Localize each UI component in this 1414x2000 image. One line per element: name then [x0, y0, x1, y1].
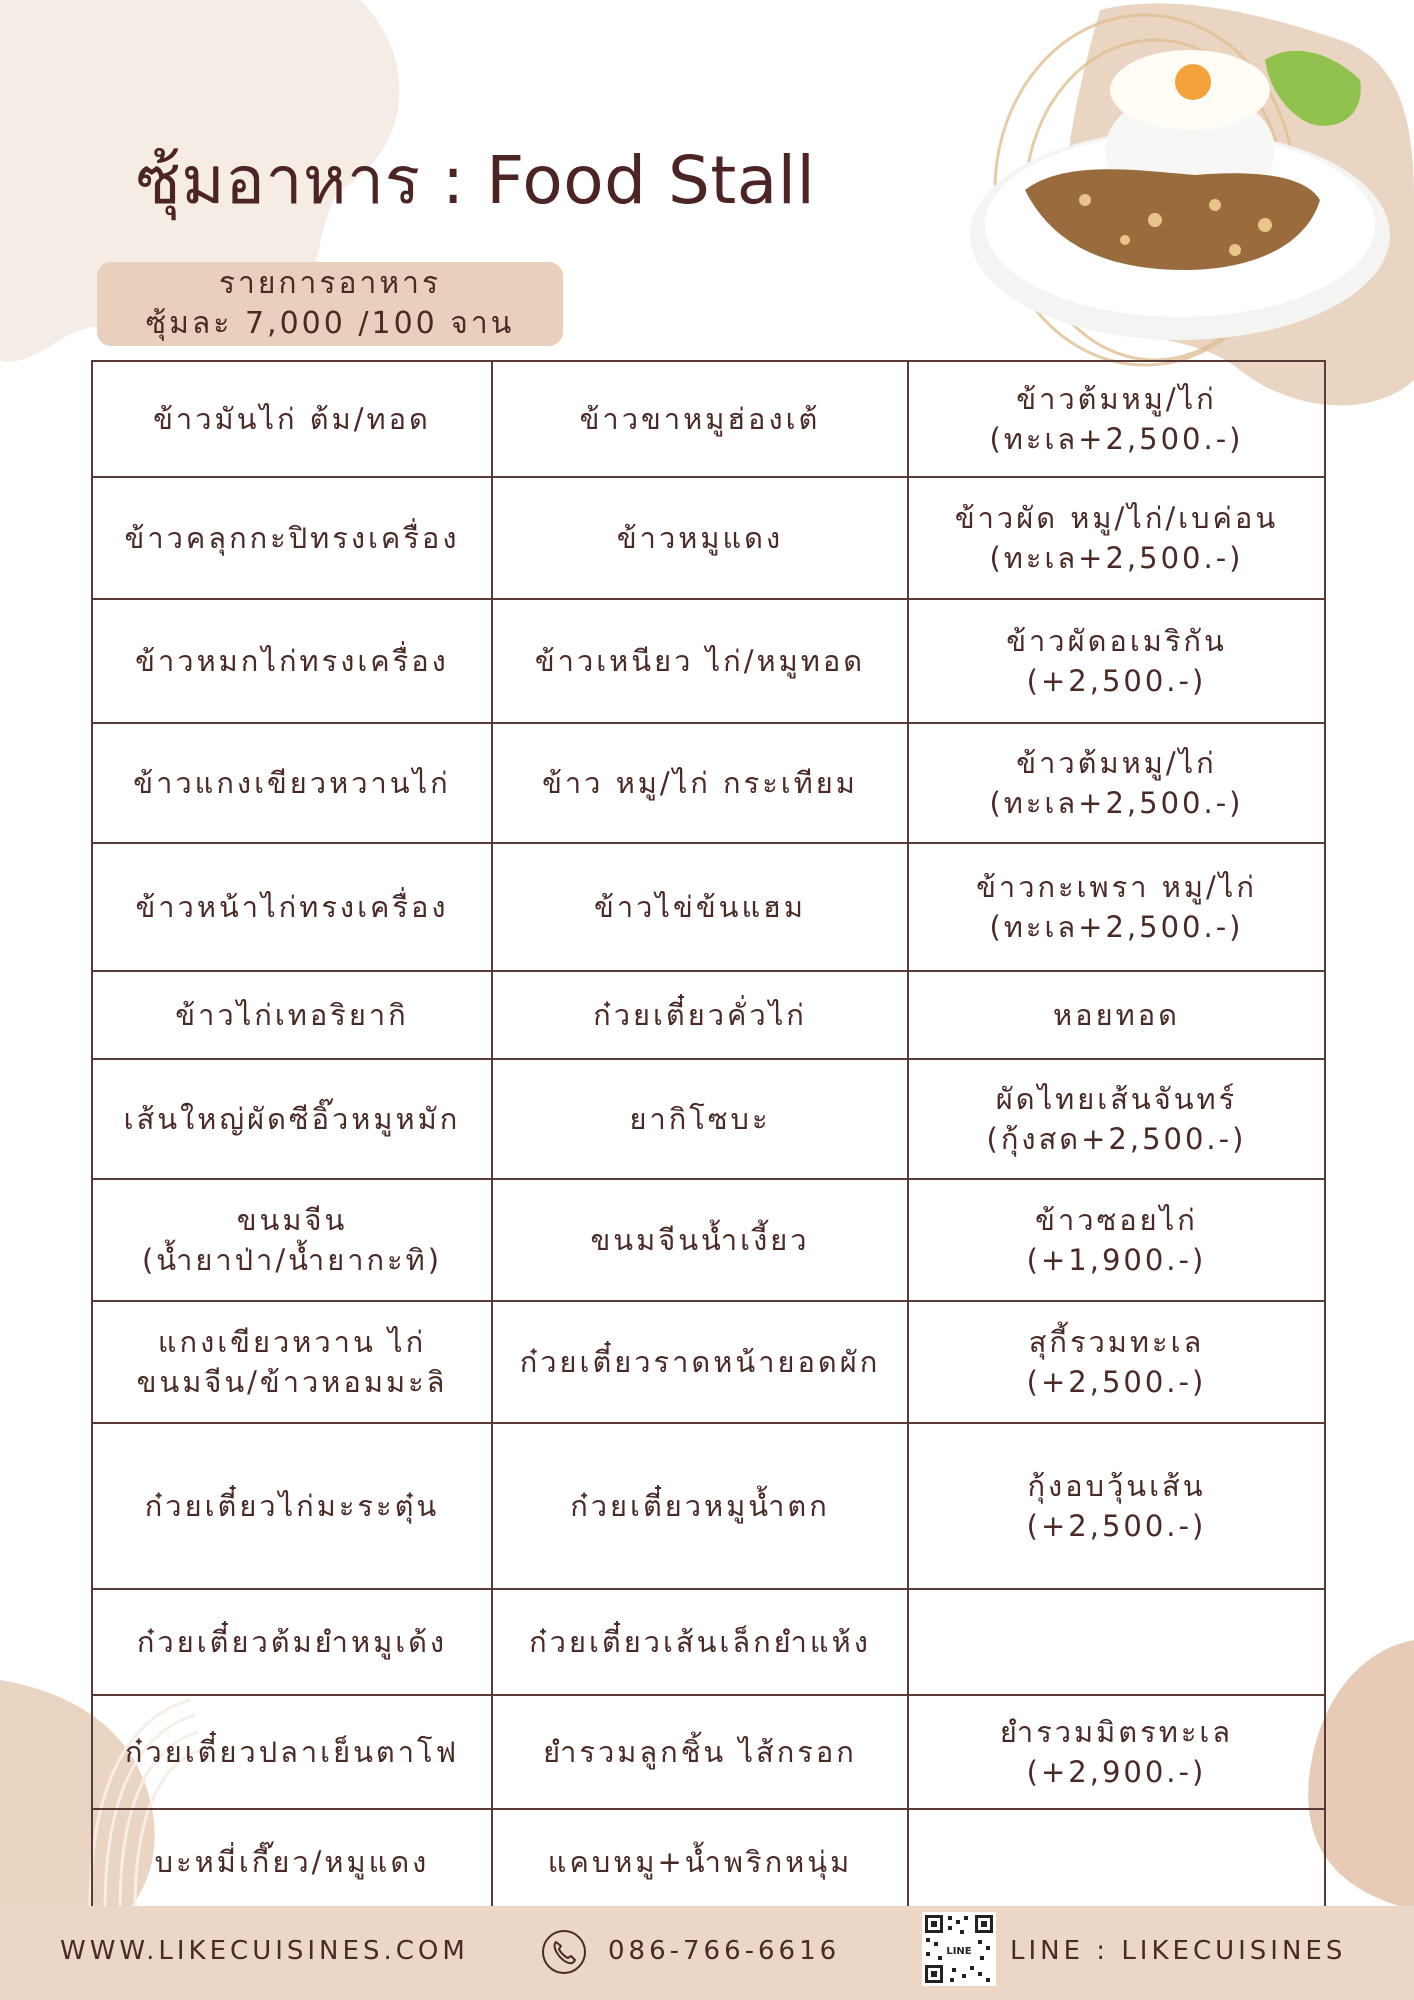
menu-item: ก๋วยเตี๋ยวเส้นเล็กยำแห้ง: [492, 1589, 908, 1695]
menu-row: [92, 1423, 1325, 1589]
menu-row: [92, 1179, 1325, 1301]
menu-item: ข้าวไข่ข้นแฮม: [492, 843, 908, 971]
dish-image: [965, 0, 1414, 420]
menu-item: ก๋วยเตี๋ยวคั่วไก่: [492, 971, 908, 1059]
menu-item: ข้าวต้มหมู/ไก่ (ทะเล+2,500.-): [908, 361, 1325, 477]
menu-item: ก๋วยเตี๋ยวไก่มะระตุ๋น: [92, 1423, 492, 1589]
menu-item: ข้าวหมูแดง: [492, 477, 908, 599]
menu-row: [92, 599, 1325, 723]
menu-item: ก๋วยเตี๋ยวปลาเย็นตาโฟ: [92, 1695, 492, 1809]
menu-item: แกงเขียวหวาน ไก่ ขนมจีน/ข้าวหอมมะลิ: [92, 1301, 492, 1423]
menu-table: [91, 360, 1326, 1916]
menu-row: [92, 971, 1325, 1059]
menu-item: หอยทอด: [908, 971, 1325, 1059]
menu-item: ข้าวหน้าไก่ทรงเครื่อง: [92, 843, 492, 971]
menu-item: [908, 1589, 1325, 1695]
menu-item: ยำรวมลูกชิ้น ไส้กรอก: [492, 1695, 908, 1809]
menu-row: [92, 1809, 1325, 1915]
menu-item: ข้าวเหนียว ไก่/หมูทอด: [492, 599, 908, 723]
menu-item: กุ้งอบวุ้นเส้น (+2,500.-): [908, 1423, 1325, 1589]
menu-label: รายการอาหาร: [218, 266, 442, 301]
menu-item: ข้าวหมกไก่ทรงเครื่อง: [92, 599, 492, 723]
page-title: ซุ้มอาหาร : Food Stall: [136, 142, 816, 219]
menu-item: ข้าวขาหมูฮ่องเต้: [492, 361, 908, 477]
menu-item: ก๋วยเตี๋ยวราดหน้ายอดผัก: [492, 1301, 908, 1423]
footer-bar: [0, 1906, 1414, 2000]
menu-item: [908, 1809, 1325, 1915]
menu-item: ผัดไทยเส้นจันทร์ (กุ้งสด+2,500.-): [908, 1059, 1325, 1179]
menu-row: [92, 1589, 1325, 1695]
menu-item: ข้าวซอยไก่ (+1,900.-): [908, 1179, 1325, 1301]
menu-item: ข้าวมันไก่ ต้ม/ทอด: [92, 361, 492, 477]
menu-item: ข้าวกะเพรา หมู/ไก่ (ทะเล+2,500.-): [908, 843, 1325, 971]
phone-icon: [540, 1928, 588, 1976]
menu-item: ข้าว หมู/ไก่ กระเทียม: [492, 723, 908, 843]
menu-item: ข้าวผัดอเมริกัน (+2,500.-): [908, 599, 1325, 723]
menu-item: สุกี้รวมทะเล (+2,500.-): [908, 1301, 1325, 1423]
menu-item: บะหมี่เกี๊ยว/หมูแดง: [92, 1809, 492, 1915]
menu-row: [92, 723, 1325, 843]
menu-row: [92, 1695, 1325, 1809]
website-link[interactable]: WWW.LIKECUISINES.COM: [60, 1936, 469, 1966]
menu-row: [92, 843, 1325, 971]
menu-item: ข้าวคลุกกะปิทรงเครื่อง: [92, 477, 492, 599]
price-label: ซุ้มละ 7,000 /100 จาน: [145, 306, 515, 341]
menu-item: ยำรวมมิตรทะเล (+2,900.-): [908, 1695, 1325, 1809]
menu-item: แคบหมู+น้ำพริกหนุ่ม: [492, 1809, 908, 1915]
menu-item: ยากิโซบะ: [492, 1059, 908, 1179]
menu-item: ก๋วยเตี๋ยวต้มยำหมูเด้ง: [92, 1589, 492, 1695]
phone-number[interactable]: 086-766-6616: [608, 1936, 841, 1966]
menu-item: ข้าวผัด หมู/ไก่/เบค่อน (ทะเล+2,500.-): [908, 477, 1325, 599]
menu-item: เส้นใหญ่ผัดซีอิ๊วหมูหมัก: [92, 1059, 492, 1179]
menu-item: ขนมจีนน้ำเงี้ยว: [492, 1179, 908, 1301]
menu-row: [92, 1059, 1325, 1179]
menu-item: ข้าวต้มหมู/ไก่ (ทะเล+2,500.-): [908, 723, 1325, 843]
menu-row: [92, 1301, 1325, 1423]
menu-item: ข้าวแกงเขียวหวานไก่: [92, 723, 492, 843]
menu-row: [92, 361, 1325, 477]
menu-item: ก๋วยเตี๋ยวหมูน้ำตก: [492, 1423, 908, 1589]
menu-item: ข้าวไก่เทอริยากิ: [92, 971, 492, 1059]
price-badge: [97, 262, 563, 346]
qr-label: LINE: [946, 1946, 972, 1957]
qr-code-icon: [922, 1912, 996, 1986]
line-id[interactable]: LINE : LIKECUISINES: [1010, 1936, 1347, 1966]
menu-row: [92, 477, 1325, 599]
menu-item: ขนมจีน (น้ำยาป่า/น้ำยากะทิ): [92, 1179, 492, 1301]
